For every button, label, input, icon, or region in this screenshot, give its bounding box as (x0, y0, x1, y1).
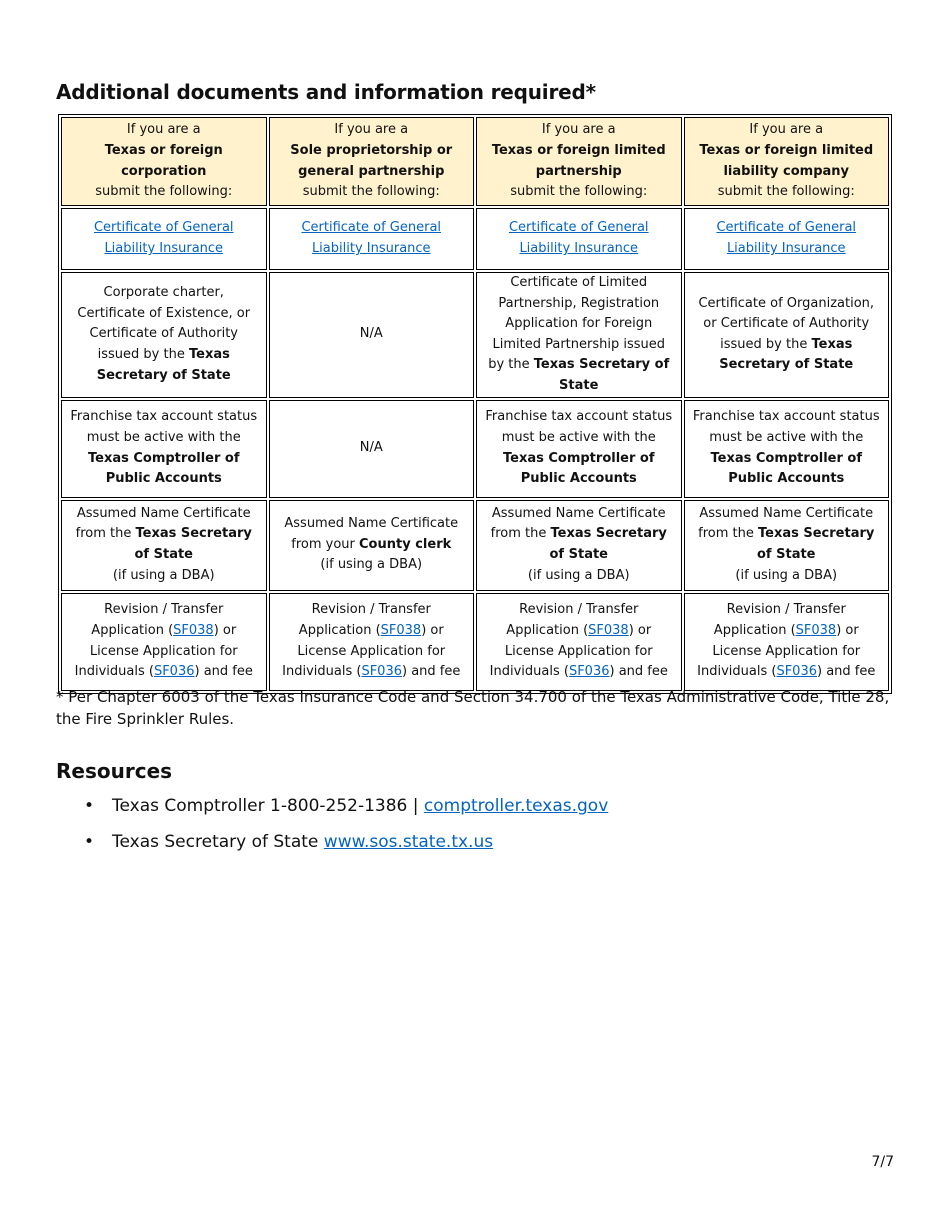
table-cell: Certificate of Organization, or Certificate of Authority issued by the Texas Secretary of State (684, 272, 890, 398)
requirements-table (58, 114, 892, 694)
list-item: • Texas Comptroller 1-800-252-1386 | comptroller.texas.gov (84, 796, 609, 816)
table-cell: Franchise tax account status must be active with the Texas Comptroller of Public Accounts (61, 400, 267, 498)
table-cell: Corporate charter, Certificate of Existence, or Certificate of Authority issued by the Texas Secretary of State (61, 272, 267, 398)
resources-heading: Resources (56, 759, 173, 783)
sf036-link[interactable]: SF036 (776, 664, 817, 680)
bullet: • (84, 796, 95, 816)
table-row (61, 400, 889, 498)
table-cell: Revision / Transfer Application (SF038) or License Application for Individuals (SF036) and fee (61, 593, 267, 691)
table-cell: Revision / Transfer Application (SF038) or License Application for Individuals (SF036) and fee (269, 593, 475, 691)
table-cell: N/A (269, 400, 475, 498)
table-header-row (61, 117, 889, 206)
header-sole-proprietorship: If you are a Sole proprietorship or general partnership submit the following: (269, 117, 475, 206)
header-llc: If you are a Texas or foreign limited liability company submit the following: (684, 117, 890, 206)
header-corporation: If you are a Texas or foreign corporation submit the following: (61, 117, 267, 206)
table-cell: Assumed Name Certificate from the Texas Secretary of State (if using a DBA) (476, 500, 682, 591)
table-row (61, 500, 889, 591)
list-item: • Texas Secretary of State www.sos.state.tx.us (84, 832, 494, 852)
sf036-link[interactable]: SF036 (153, 664, 195, 680)
bullet: • (84, 832, 95, 852)
table-cell: Assumed Name Certificate from the Texas Secretary of State (if using a DBA) (684, 500, 890, 591)
page-title: Additional documents and information required* (56, 80, 596, 104)
comptroller-link[interactable]: comptroller.texas.gov (423, 796, 609, 816)
table-cell: Certificate of Limited Partnership, Registration Application for Foreign Limited Partnership issued by the Texas Secretary of State (476, 272, 682, 398)
table-row (61, 272, 889, 398)
insurance-certificate-link[interactable]: Certificate of General Liability Insurance (301, 220, 442, 256)
sf038-link[interactable]: SF038 (588, 622, 629, 638)
table-cell: Franchise tax account status must be active with the Texas Comptroller of Public Accounts (476, 400, 682, 498)
header-limited-partnership: If you are a Texas or foreign limited partnership submit the following: (476, 117, 682, 206)
sf038-link[interactable]: SF038 (795, 622, 837, 638)
table-cell: Franchise tax account status must be active with the Texas Comptroller of Public Accounts (684, 400, 890, 498)
table-cell: Revision / Transfer Application (SF038) or License Application for Individuals (SF036) and fee (684, 593, 890, 691)
insurance-certificate-link[interactable]: Certificate of General Liability Insurance (93, 220, 234, 256)
table-cell: Assumed Name Certificate from your County clerk (if using a DBA) (269, 500, 475, 591)
sf038-link[interactable]: SF038 (173, 622, 214, 638)
insurance-certificate-link[interactable]: Certificate of General Liability Insurance (508, 220, 649, 256)
table-cell: Assumed Name Certificate from the Texas Secretary of State (if using a DBA) (61, 500, 267, 591)
entity-type: Sole proprietorship or general partnership (290, 142, 453, 179)
sf036-link[interactable]: SF036 (361, 664, 402, 680)
entity-type: Texas or foreign limited liability company (699, 142, 874, 179)
table-cell: Revision / Transfer Application (SF038) or License Application for Individuals (SF036) and fee (476, 593, 682, 691)
entity-type: Texas or foreign limited partnership (491, 142, 666, 179)
table-row (61, 593, 889, 691)
sf038-link[interactable]: SF038 (380, 622, 422, 638)
insurance-certificate-link[interactable]: Certificate of General Liability Insurance (716, 220, 857, 256)
entity-type: Texas or foreign corporation (104, 142, 223, 179)
page-number: 7/7 (871, 1154, 894, 1170)
table-row (61, 208, 889, 270)
sos-link[interactable]: www.sos.state.tx.us (323, 832, 494, 852)
table-cell: N/A (269, 272, 475, 398)
resources-list (56, 794, 608, 866)
sf036-link[interactable]: SF036 (568, 664, 610, 680)
footnote: * Per Chapter 6003 of the Texas Insurance Code and Section 34.700 of the Texas Administrative Code, Title 28, the Fire Sprinkler Rules. (56, 688, 890, 728)
